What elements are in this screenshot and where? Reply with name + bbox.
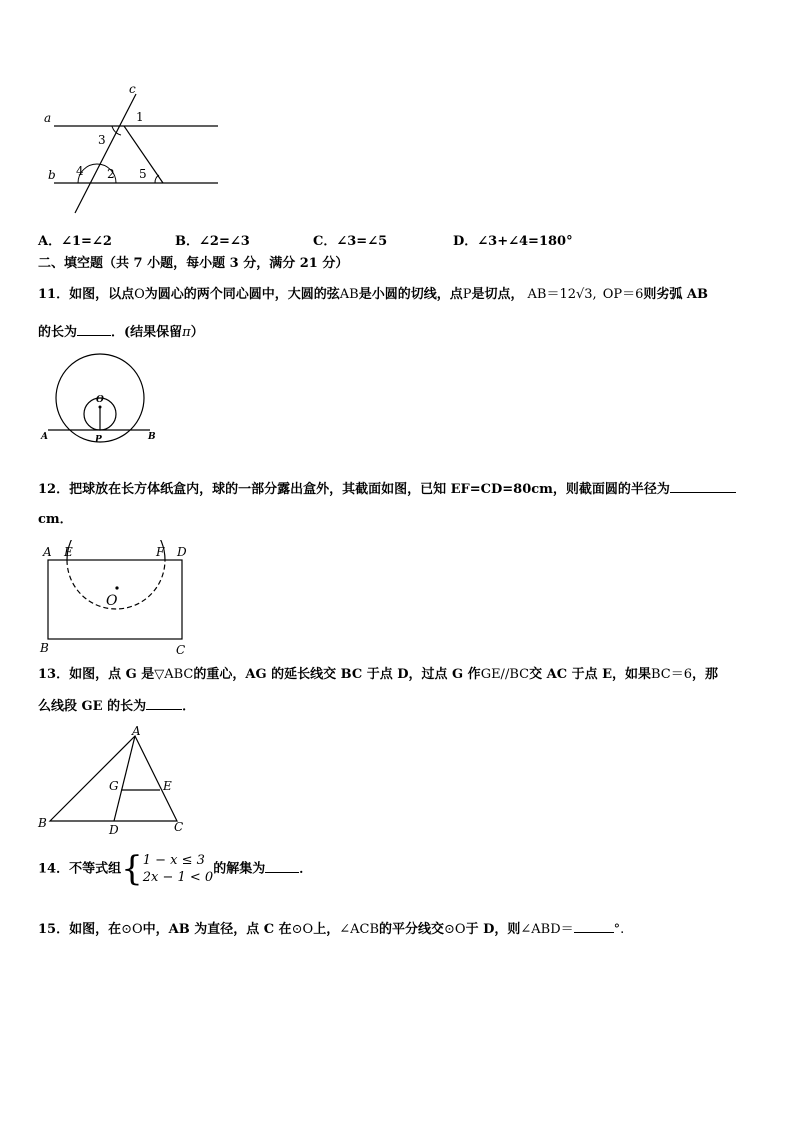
q11-text: 11．如图，以点 (38, 287, 135, 302)
answer-blank-12[interactable] (670, 480, 736, 493)
question-11-line1 (38, 286, 708, 304)
answer-blank-14[interactable] (265, 860, 299, 873)
label-e: E (163, 779, 172, 793)
label-b: B (38, 816, 47, 830)
line-c (75, 94, 136, 213)
answer-blank-15[interactable] (574, 920, 614, 933)
q11-cond-op: OP＝6 (602, 287, 644, 302)
question-13-line2 (38, 697, 195, 716)
circle-above-box (67, 540, 165, 560)
q15-angle-acb: ∠ACB (339, 922, 380, 937)
q11-text: 为圆心的两个同心圆中，大圆的弦 (144, 287, 340, 302)
brace-icon: { (121, 849, 143, 889)
q15-text: 中，AB 为直径，点 C 在 (142, 922, 292, 937)
label-f: F (156, 545, 165, 559)
q13-parallel: GE//BC (480, 667, 530, 682)
center-dot (99, 406, 102, 409)
label-o: O (106, 593, 118, 609)
q11-o-symbol: O (134, 287, 145, 302)
question-11-line2 (38, 323, 204, 342)
label-1: 1 (136, 110, 144, 124)
q15-circle-o: ⊙O (291, 922, 314, 937)
q13-text: 交 AC 于点 E，如果 (529, 667, 651, 682)
q15-degree: °. (613, 922, 625, 937)
q13-text: 13．如图，点 G 是 (38, 667, 155, 682)
inequality-system (143, 852, 213, 886)
option-letter: B． (175, 234, 199, 249)
q13-bc: BC＝6 (651, 667, 693, 682)
q11-pi: π (182, 325, 191, 340)
q11-text: 的长为 (38, 325, 78, 340)
option-a[interactable] (38, 230, 112, 249)
label-d: D (177, 545, 187, 559)
label-b: b (48, 168, 56, 182)
label-e: E (64, 545, 73, 559)
q11-cond-ab: AB＝12√3, (527, 287, 597, 302)
q11-text: ．(结果保留 (111, 325, 183, 340)
q15-text: 上， (313, 922, 340, 937)
q11-ab: AB (339, 287, 359, 302)
label-g: G (109, 779, 119, 793)
q15-text: 于 D，则 (465, 922, 521, 937)
figure-triangle-abc (34, 724, 194, 838)
question-14 (38, 849, 313, 889)
q13-text: 么线段 GE 的长为 (38, 699, 147, 714)
label-p: P (95, 435, 102, 445)
figure-parallel-lines (38, 80, 228, 220)
question-13-line1 (38, 666, 718, 684)
q15-circle-o: ⊙O (121, 922, 143, 937)
option-letter: C． (313, 234, 337, 249)
q11-text: 则劣弧 AB (643, 287, 708, 302)
option-d[interactable] (453, 230, 573, 249)
label-b: B (40, 641, 49, 655)
center-dot (115, 586, 118, 589)
label-a: A (43, 545, 52, 559)
answer-blank-13[interactable] (146, 697, 182, 710)
q14-text: ． (299, 861, 313, 877)
label-c: C (176, 643, 186, 657)
label-c: C (174, 820, 184, 834)
label-3: 3 (98, 133, 106, 147)
label-b: B (148, 432, 156, 442)
q15-text: 15．如图，在 (38, 922, 122, 937)
q11-text: ） (190, 325, 204, 340)
option-b[interactable] (175, 230, 250, 249)
option-letter: A． (38, 234, 62, 249)
label-o: O (96, 395, 104, 405)
angle-arc-3 (112, 126, 121, 135)
q13-text: ，那 (692, 667, 719, 682)
label-a: a (44, 111, 52, 125)
q14-text: 的解集为 (213, 861, 266, 877)
option-text: ∠2=∠3 (199, 234, 250, 249)
inequality-2: 2x − 1 < 0 (142, 870, 214, 885)
label-a: A (132, 724, 141, 738)
label-4: 4 (76, 164, 84, 178)
label-c: c (129, 82, 136, 96)
option-text: ∠3=∠5 (336, 234, 388, 249)
inequality-1: 1 − x ≤ 3 (142, 853, 205, 868)
q13-triangle: ▽ABC (154, 667, 194, 682)
q15-angle-abd: ∠ABD＝ (520, 922, 574, 937)
q11-text: 是切点， (471, 287, 524, 302)
question-12-line2: cm． (38, 512, 73, 527)
q12-text: 12．把球放在长方体纸盒内，球的一部分露出盒外，其截面如图，已知 EF=CD=80cm，则截面圆的半径为 (38, 482, 670, 497)
option-letter: D． (453, 234, 478, 249)
q15-text: 的平分线交 (379, 922, 445, 937)
answer-blank-11[interactable] (77, 323, 111, 336)
label-2: 2 (107, 167, 115, 181)
figure-concentric-circles (38, 352, 168, 447)
q13-text: 的重心，AG 的延长线交 BC 于点 D，过点 G 作 (193, 667, 481, 682)
q11-p: P (462, 287, 472, 302)
option-c[interactable] (313, 230, 387, 249)
q15-circle-o: ⊙O (444, 922, 466, 937)
label-d: D (109, 823, 119, 837)
label-5: 5 (139, 167, 147, 181)
option-text: ∠1=∠2 (61, 234, 112, 249)
figure-ball-in-box (38, 540, 198, 658)
section-title: 二、填空题（共 7 小题，每小题 3 分，满分 21 分） (38, 256, 349, 271)
question-15 (38, 920, 624, 939)
q13-text: ． (182, 699, 196, 714)
option-text: ∠3+∠4=180° (477, 234, 573, 249)
question-12-line1 (38, 480, 736, 499)
label-a: A (41, 432, 48, 442)
q14-text: 14．不等式组 (38, 861, 122, 877)
q11-text: 是小圆的切线，点 (358, 287, 463, 302)
